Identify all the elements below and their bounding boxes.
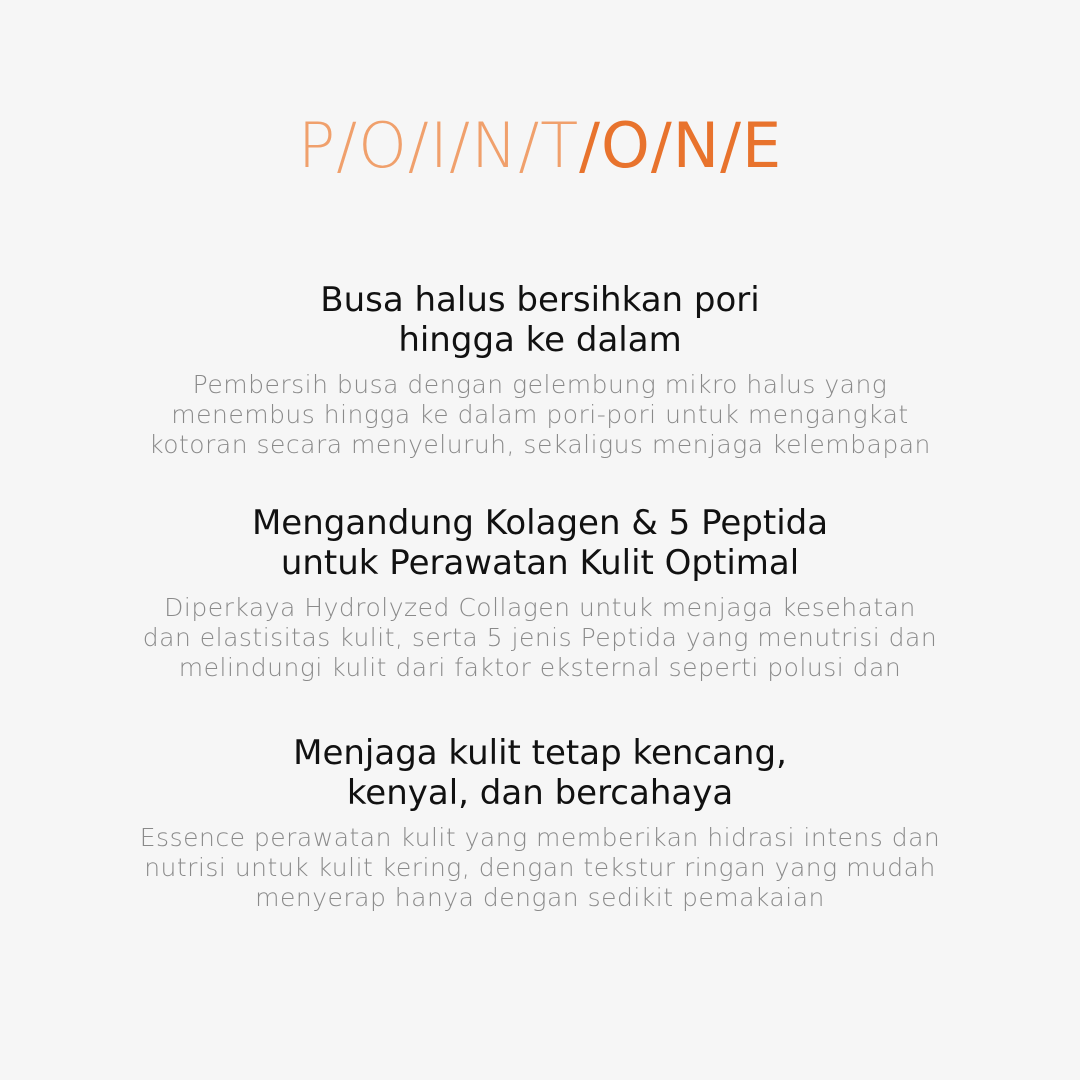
feature-heading-2 xyxy=(60,503,1020,583)
feature-heading-1 xyxy=(60,280,1020,360)
feature-heading-3 xyxy=(60,733,1020,813)
feature-description-3 xyxy=(60,823,1020,913)
feature-description-line: Diperkaya Hydrolyzed Collagen untuk menjaga kesehatan xyxy=(164,593,916,622)
feature-description-line: menyerap hanya dengan sedikit pemakaian xyxy=(255,883,825,912)
feature-description-line: nutrisi untuk kulit kering, dengan tekstur ringan yang mudah xyxy=(144,853,936,882)
feature-section-1 xyxy=(60,280,1020,460)
brand-logo-bold: /O/N/E xyxy=(579,109,783,182)
feature-description-line: kotoran secara menyeluruh, sekaligus menjaga kelembapan xyxy=(149,430,931,459)
feature-heading-line: Mengandung Kolagen & 5 Peptida xyxy=(251,503,829,543)
brand-logo-light: P/O/I/N/T xyxy=(297,109,580,182)
feature-description-line: Essence perawatan kulit yang memberikan hidrasi intens dan xyxy=(139,823,941,852)
feature-heading-line: Menjaga kulit tetap kencang, xyxy=(293,733,787,773)
feature-section-3 xyxy=(60,733,1020,913)
feature-description-line: dan elastisitas kulit, serta 5 jenis Peptida yang menutrisi dan xyxy=(142,623,938,652)
feature-description-line: menembus hingga ke dalam pori-pori untuk mengangkat xyxy=(171,400,909,429)
brand-logo xyxy=(0,108,1080,184)
feature-heading-line: hingga ke dalam xyxy=(398,320,682,360)
feature-heading-line: untuk Perawatan Kulit Optimal xyxy=(280,543,800,583)
feature-section-2 xyxy=(60,503,1020,683)
feature-description-1 xyxy=(60,370,1020,460)
feature-description-line: melindungi kulit dari faktor eksternal seperti polusi dan xyxy=(178,653,902,682)
feature-description-2 xyxy=(60,593,1020,683)
feature-heading-line: Busa halus bersihkan pori xyxy=(320,280,760,320)
feature-description-line: Pembersih busa dengan gelembung mikro halus yang xyxy=(192,370,888,399)
feature-heading-line: kenyal, dan bercahaya xyxy=(346,773,734,813)
